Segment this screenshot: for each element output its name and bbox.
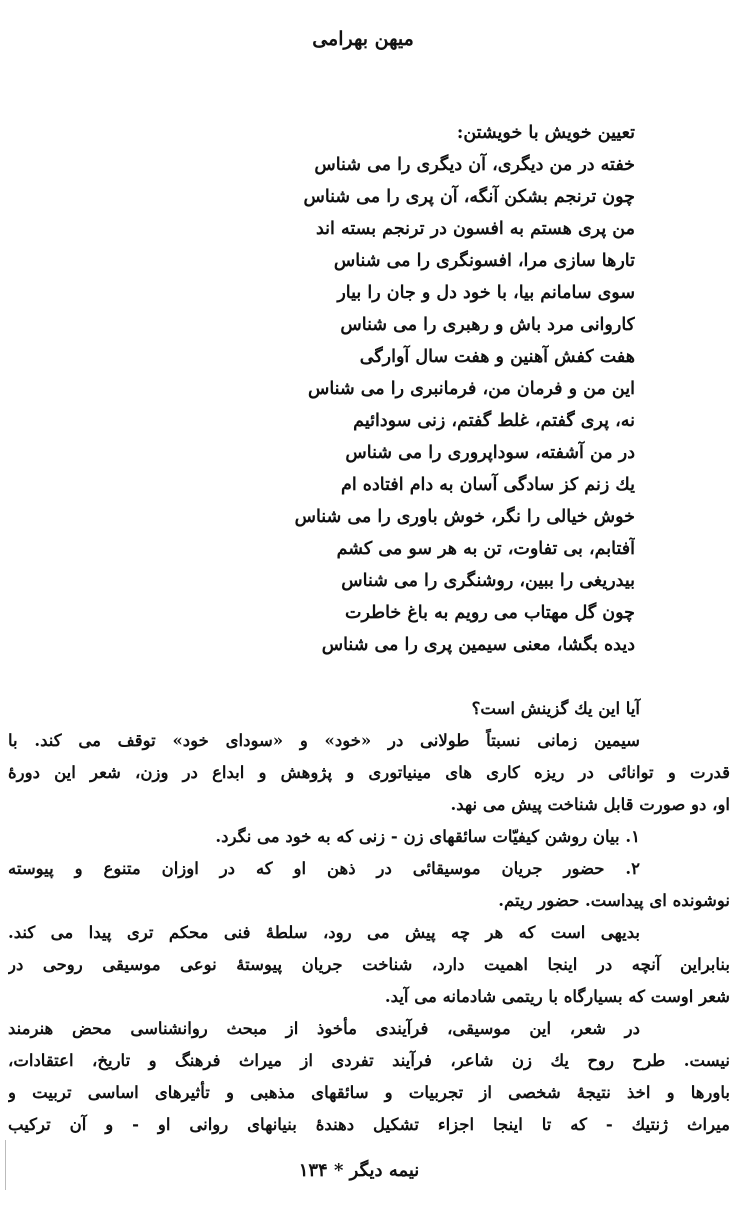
prose-block (8, 693, 730, 1141)
list-item: ۱. بیان روشن کیفیّات سائقهای زن - زنی که به خود می نگرد. (215, 827, 640, 846)
poem-line: هفت کفش آهنین و هفت سال آوارگی (359, 347, 635, 367)
poem-line: نه، پری گفتم، غلط گفتم، زنی سودائیم (353, 411, 635, 431)
paragraph-line: نوشونده ای پیداست. حضور ریتم. (498, 891, 730, 910)
poem-line: چون ترنجم بشکن آنگه، آن پری را می شناس (303, 187, 635, 207)
paragraph-line: او، دو صورت قابل شناخت پیش می نهد. (450, 795, 730, 814)
paragraph-line: میراث ژنتیك - كه تا اینجا اجزاء تشكیل دهندهٔ بنیانهای روانی او - و آن تركیب (8, 1115, 730, 1134)
poem-line: خوش خیالی را نگر، خوش باوری را می شناس (294, 507, 635, 527)
poem-line: خفته در من دیگری، آن دیگری را می شناس (314, 155, 635, 175)
poem-block (165, 117, 635, 661)
poem-line: تارها سازی مرا، افسونگری را می شناس (333, 251, 635, 271)
paragraph-line: بنابراین آنچه در اینجا اهمیت دارد، شناخت جریان پیوستهٔ نوعی موسیقی روحی در (8, 955, 730, 974)
paragraph-line: قدرت و توانائی در ریزه کاری های مینیاتوری و پژوهش و ابداع در وزن، شعر این دورهٔ (8, 763, 730, 782)
poem-line: این من و فرمان من، فرمانبری را می شناس (307, 379, 635, 399)
paragraph-line: نیست. طرح روح یك زن شاعر، فرآیند تفردی از میراث فرهنگ و تاریخ، اعتقادات، (8, 1051, 730, 1070)
paragraph-line: باورها و اخذ نتیجهٔ شخصی از تجربیات و سائقهای مذهبی و تأثیرهای اساسی تربیت و (8, 1083, 730, 1102)
poem-line: سوی سامانم بیا، با خود دل و جان را بیار (337, 283, 635, 303)
list-item: ۲. حضور جریان موسیقائی در ذهن او که در اوزان متنوع و پیوسته (8, 859, 640, 878)
poem-line: کاروانی مرد باش و رهبری را می شناس (340, 315, 635, 335)
poem-line: یك زنم كز سادگی آسان به دام افتاده ام (341, 475, 635, 495)
poem-line: بیدریغی را ببین، روشنگری را می شناس (341, 571, 635, 591)
running-header: میهن بهرامی (312, 28, 414, 50)
paragraph-line: شعر اوست که بسیارگاه با ریتمی شادمانه می آید. (384, 987, 730, 1006)
poem-title: تعیین خویش با خویشتن: (456, 123, 635, 143)
poem-line: من پری هستم به افسون در ترنجم بسته اند (315, 219, 635, 239)
poem-line: در من آشفته، سوداپروری را می شناس (345, 443, 635, 463)
page-footer: نیمه دیگر * ۱۳۴ (298, 1160, 420, 1181)
paragraph-line: در شعر، این موسیقی، فرآیندی مأخوذ از مبحث روانشناسی محض هنرمند (8, 1019, 640, 1038)
paragraph-line: سیمین زمانی نسبتاً طولانی در «خود» و «سودای خود» توقف می کند. با (8, 731, 640, 750)
section-heading: آیا این یك گزینش است؟ (471, 699, 640, 718)
poem-line: چون گل مهتاب می رویم به باغ خاطرت (345, 603, 635, 623)
paragraph-line: بدیهی است که هر چه پیش می رود، سلطهٔ فنی محکم تری پیدا می کند. (8, 923, 640, 942)
poem-line: آفتابم، بی تفاوت، تن به هر سو می کشم (336, 539, 635, 559)
poem-line: دیده بگشا، معنی سیمین پری را می شناس (321, 635, 635, 655)
scan-edge-mark (5, 1140, 6, 1190)
